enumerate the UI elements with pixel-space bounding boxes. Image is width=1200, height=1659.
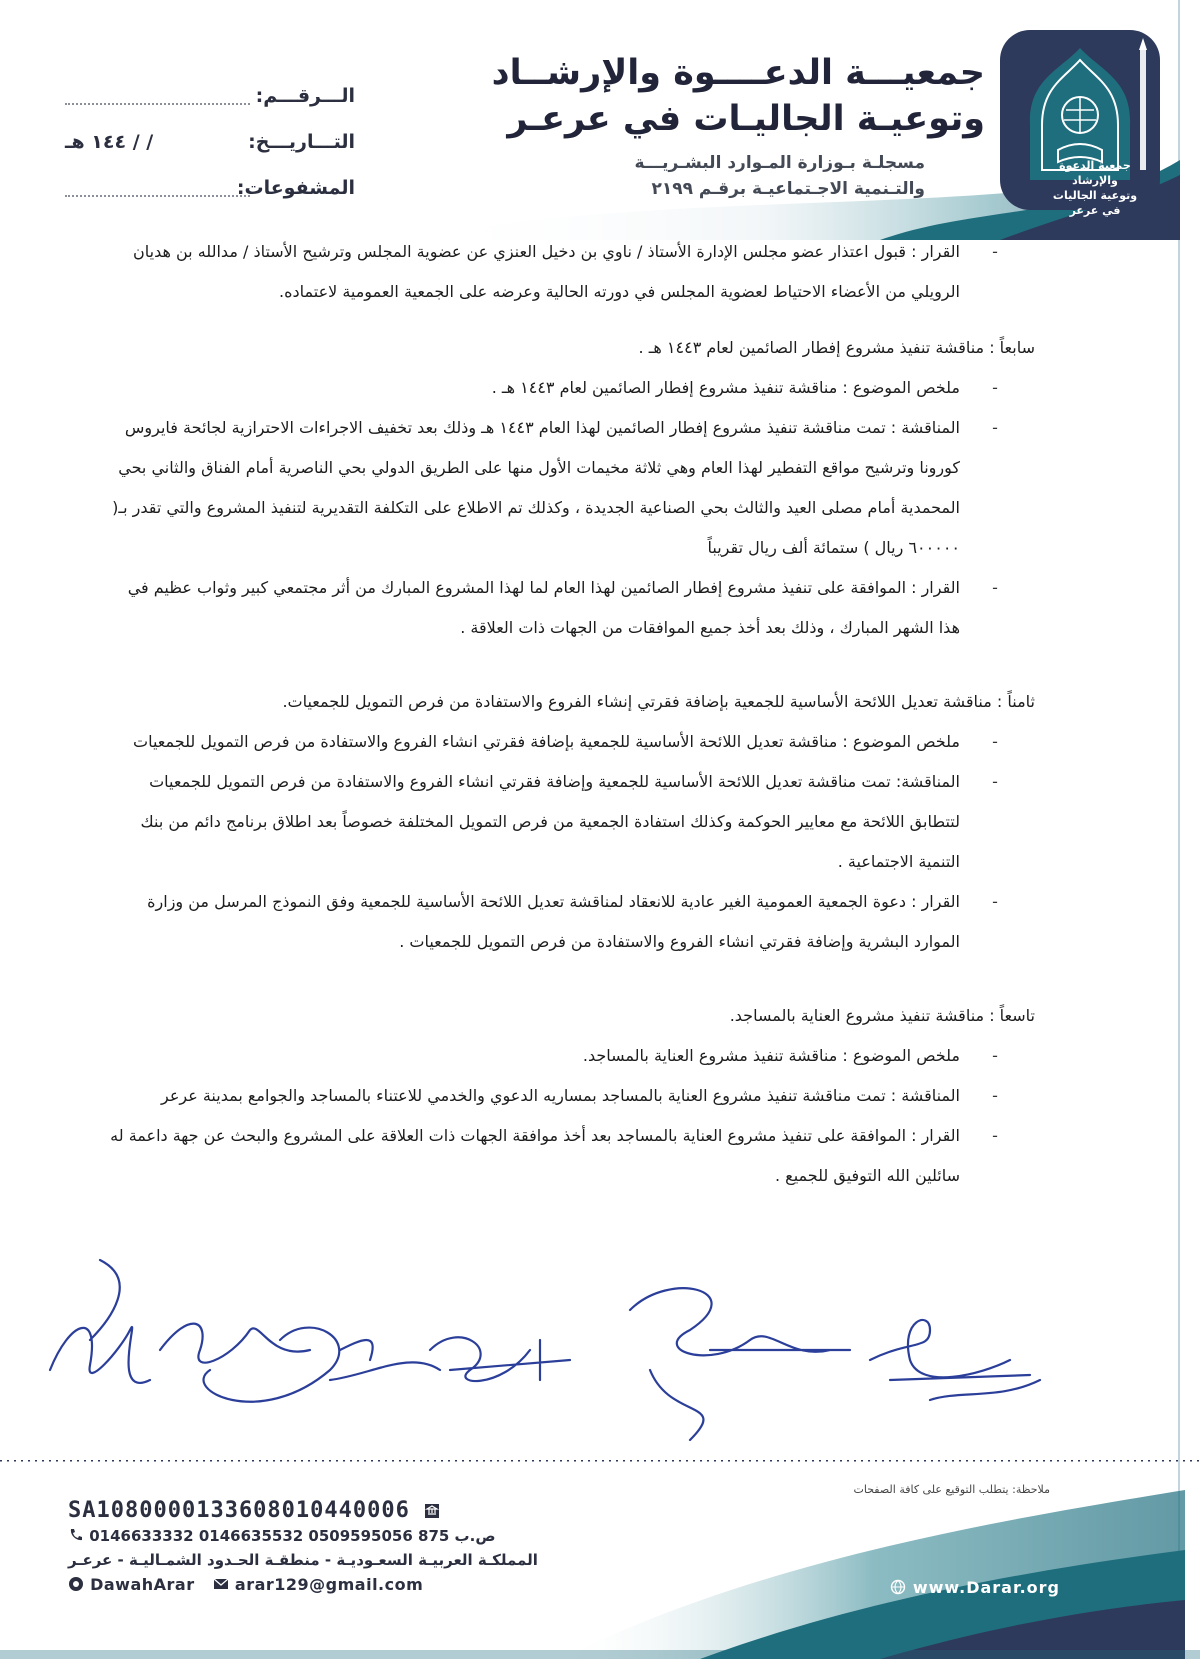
social-contacts: [68, 1572, 548, 1598]
footer-contact-block: [68, 1498, 548, 1598]
bullet-dash: -: [992, 772, 998, 791]
organization-name: [425, 50, 985, 142]
letterhead: [0, 0, 1200, 240]
social-media-icons: [68, 1576, 84, 1592]
decision-text: القرار : الموافقة على تنفيذ مشروع إفطار الصائمين لهذا العام لما لهذا المشروع المبارك من أثر مجتمعي كبير وثواب عظيم في هذا الشهر المبارك ، وذلك بعد أخذ جميع الموافقات من الجهات ذات العلاقة .: [127, 578, 960, 637]
phone-numbers: [68, 1524, 548, 1548]
list-item: [105, 1116, 1035, 1196]
social-handle[interactable]: DawahArar: [90, 1575, 195, 1594]
email-icon: [213, 1576, 229, 1592]
attachments-field: [65, 177, 355, 223]
bullet-dash: -: [992, 1046, 998, 1065]
bullet-dash: -: [992, 418, 998, 437]
date-label: التـــاريـــخ:: [248, 131, 355, 153]
summary-text: ملخص الموضوع : مناقشة تنفيذ مشروع العناية بالمساجد.: [582, 1046, 960, 1065]
phone-icon: [68, 1527, 84, 1543]
bullet-dash: -: [992, 378, 998, 397]
bullet-dash: -: [992, 892, 998, 911]
list-item: [105, 408, 1035, 568]
signature-note: ملاحظة: يتطلب التوقيع على كافة الصفحات: [853, 1483, 1050, 1496]
registration-text: [465, 150, 925, 202]
summary-text: ملخص الموضوع : مناقشة تعديل اللائحة الأساسية للجمعية بإضافة فقرتي انشاء الفروع والاستفادة من فرص التمويل للجمعيات: [133, 732, 960, 751]
section-title-9: تاسعاً : مناقشة تنفيذ مشروع العناية بالمساجد.: [729, 1006, 1035, 1025]
registration-line1: مسجلـة بـوزارة المـوارد البشـريـــة: [634, 153, 925, 173]
list-item: [105, 722, 1035, 762]
email-address[interactable]: arar129@gmail.com: [234, 1575, 424, 1594]
globe-icon: [890, 1579, 906, 1595]
emblem-caption-line2: وتوعية الجاليات في عرعر: [1052, 189, 1138, 217]
date-value: / / ١٤٤ هـ: [65, 131, 154, 153]
list-item: [105, 762, 1035, 882]
attachments-label: المشفوعات:: [236, 177, 355, 199]
list-item: [105, 882, 1035, 962]
organization-name-line2: وتوعيـة الجاليـات في عرعـر: [507, 99, 985, 139]
section-title-8: ثامناً : مناقشة تعديل اللائحة الأساسية للجمعية بإضافة فقرتي إنشاء الفروع والاستفادة من فرص التمويل للجمعيات.: [282, 692, 1035, 711]
page-edge: [1178, 0, 1180, 1659]
decision-text: القرار : قبول اعتذار عضو مجلس الإدارة الأستاذ / ناوي بن دخيل العنزي عن عضوية المجلس وترشيح الأستاذ / مدالله بن هديان الرويلي من الأعضاء الاحتياط لعضوية المجلس في دورته الحالية وعرضه على الجمعية العمومية لاعتماده.: [133, 242, 960, 301]
list-item: [105, 1076, 1035, 1116]
iban-text: SA1080000133608010440006: [68, 1498, 410, 1523]
attachments-dotted-line: [65, 195, 250, 197]
minutes-body: [105, 232, 1035, 1196]
decision-text: القرار : الموافقة على تنفيذ مشروع العناية بالمساجد بعد أخذ موافقة الجهات ذات العلاقة على المشروع والبحث عن جهة داعمة له سائلين الله التوفيق للجميع .: [110, 1126, 960, 1185]
registration-line2: والتـنمية الاجـتماعيـة برقـم ٢١٩٩: [651, 179, 925, 199]
bullet-dash: -: [992, 242, 998, 261]
decision-text: القرار : دعوة الجمعية العمومية الغير عادية للانعقاد لمناقشة تعديل اللائحة الأساسية للجمعية وفق النموذج المرسل من وزارة الموارد البشرية وإضافة فقرتي انشاء الفروع والاستفادة من فرص التمويل للجمعيات .: [147, 892, 960, 951]
summary-text: ملخص الموضوع : مناقشة تنفيذ مشروع إفطار الصائمين لعام ١٤٤٣ هـ .: [491, 378, 960, 397]
emblem-caption: [1045, 158, 1145, 218]
handwritten-signatures: [30, 1200, 1120, 1490]
ref-field: [65, 85, 355, 131]
discussion-text: المناقشة : تمت مناقشة تنفيذ مشروع العناية بالمساجد بمساريه الدعوي والخدمي للاعتناء بالمساجد والجوامع بمدينة عرعر: [161, 1086, 960, 1105]
letter-meta-fields: [65, 85, 355, 223]
discussion-text: المناقشة: تمت مناقشة تعديل اللائحة الأساسية للجمعية وإضافة فقرتي انشاء الفروع والاستفادة من فرص التمويل للجمعيات لتتطابق اللائحة مع معايير الحوكمة وكذلك استفادة الجمعية من فرص التمويل المختلفة خصوصاً بعد اطلاق برنامج دائم من بنك التنمية الاجتماعية .: [140, 772, 960, 871]
bank-iban: [68, 1498, 548, 1524]
bullet-dash: -: [992, 732, 998, 751]
bullet-dash: -: [992, 578, 998, 597]
section-title-7: سابعاً : مناقشة تنفيذ مشروع إفطار الصائمين لعام ١٤٤٣ هـ .: [638, 338, 1035, 357]
date-field: [65, 131, 355, 177]
list-item: [105, 368, 1035, 408]
ref-label: الـــرقـــم:: [255, 85, 355, 107]
website-url[interactable]: www.Darar.org: [912, 1578, 1060, 1597]
discussion-text: المناقشة : تمت مناقشة تنفيذ مشروع إفطار الصائمين لهذا العام ١٤٤٣ هـ وذلك بعد تخفيف الاجراءات الاحترازية لجائحة فايروس كورونا وترشيح مواقع التفطير لهذا العام وهي ثلاثة مخيمات الأول منها على الطريق الدولي بحي الناصرية أمام الفناق والثاني بحي المحمدية أمام مصلى العيد والثالث بحي الصناعية الجديدة ، وكذلك تم الاطلاع على التكلفة التقديرية لتنفيذ المشروع والتي تقدر بـ( ٦٠٠٠٠٠ ريال ) ستمائة ألف ريال تقريباً: [112, 418, 960, 557]
phones-text: 0146633332 0146635532 0509595056 ص.ب 875: [89, 1527, 496, 1545]
postal-address: المملكـة العربيـة السعـوديـة - منطقـة الحـدود الشمـاليـة - عرعـر: [68, 1551, 538, 1569]
website[interactable]: [890, 1578, 1060, 1597]
bank-icon: [424, 1503, 440, 1519]
list-item: [105, 568, 1035, 648]
ref-dotted-line: [65, 103, 250, 105]
emblem-caption-line1: جمعية الدعوة والإرشاد: [1059, 159, 1131, 187]
bullet-dash: -: [992, 1126, 998, 1145]
list-item: [105, 1036, 1035, 1076]
organization-name-line1: جمعيـــة الدعــــوة والإرشــاد: [491, 53, 985, 93]
bullet-dash: -: [992, 1086, 998, 1105]
list-item: [105, 232, 1035, 312]
